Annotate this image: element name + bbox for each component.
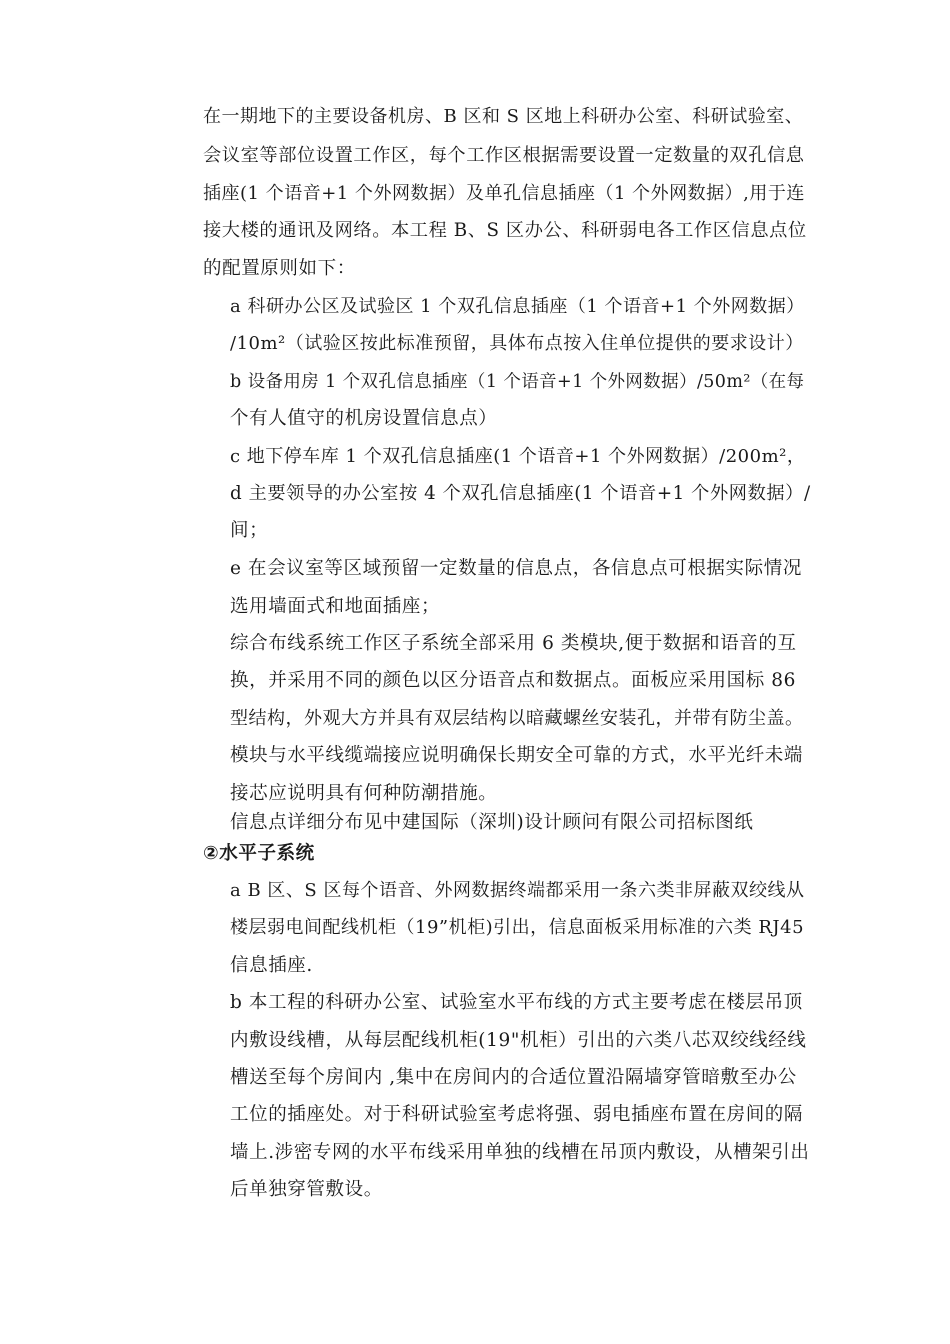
list-item-d-line-2: 间； [230,520,269,541]
module-paragraph-line-4: 模块与水平线缆端接应说明确保长期安全可靠的方式，水平光纤未端 [230,745,804,766]
paragraph-line-3: 插座(1 个语音+1 个外网数据）及单孔信息插座（1 个外网数据）,用于连 [203,183,805,204]
horizontal-item-a-line-3: 信息插座. [230,955,313,976]
section-heading: ②水平子系统 [203,843,315,864]
paragraph-line-5: 的配置原则如下： [203,258,356,279]
list-item-e-line-1: e 在会议室等区域预留一定数量的信息点，各信息点可根据实际情况 [230,558,802,579]
horizontal-item-b-line-3: 槽送至每个房间内 ,集中在房间内的合适位置沿隔墙穿管暗敷至办公 [230,1067,797,1088]
list-item-b-line-1: b 设备用房 1 个双孔信息插座（1 个语音+1 个外网数据）/50m²（在每 [230,372,805,392]
module-paragraph-line-2: 换，并采用不同的颜色以区分语音点和数据点。面板应采用国标 86 [230,670,797,691]
horizontal-item-b-line-1: b 本工程的科研办公室、试验室水平布线的方式主要考虑在楼层吊顶 [230,992,803,1013]
list-item-d-line-1: d 主要领导的办公室按 4 个双孔信息插座(1 个语音+1 个外网数据）/ [230,483,811,504]
horizontal-item-b-line-5: 墙上.涉密专网的水平布线采用单独的线槽在吊顶内敷设，从槽架引出 [230,1142,810,1163]
list-item-a-line-1: a 科研办公区及试验区 1 个双孔信息插座（1 个语音+1 个外网数据） [230,296,805,317]
horizontal-item-a-line-2: 楼层弱电间配线机柜（19”机柜)引出，信息面板采用标准的六类 RJ45 [230,917,805,938]
module-paragraph-line-1: 综合布线系统工作区子系统全部采用 6 类模块,便于数据和语音的互 [230,633,797,654]
horizontal-item-b-line-2: 内敷设线槽，从每层配线机柜(19"机柜）引出的六类八芯双绞线经线 [230,1030,807,1051]
horizontal-item-a-line-1: a B 区、S 区每个语音、外网数据终端都采用一条六类非屏蔽双绞线从 [230,880,805,901]
horizontal-item-b-line-6: 后单独穿管敷设。 [230,1179,383,1200]
horizontal-item-b-line-4: 工位的插座处。对于科研试验室考虑将强、弱电插座布置在房间的隔 [230,1104,804,1125]
paragraph-line-4: 接大楼的通讯及网络。本工程 B、S 区办公、科研弱电各工作区信息点位 [203,220,807,241]
list-item-a-line-2: /10m²（试验区按此标准预留，具体布点按入住单位提供的要求设计） [230,333,804,354]
list-item-b-line-2: 个有人值守的机房设置信息点） [230,408,498,429]
drawing-reference-note: 信息点详细分布见中建国际（深圳)设计顾问有限公司招标图纸 [230,812,754,833]
paragraph-line-2: 会议室等部位设置工作区，每个工作区根据需要设置一定数量的双孔信息 [203,145,805,166]
list-item-c: c 地下停车库 1 个双孔信息插座(1 个语音+1 个外网数据）/200m²， [230,446,806,467]
module-paragraph-line-3: 型结构，外观大方并具有双层结构以暗藏螺丝安装孔，并带有防尘盖。 [230,708,804,729]
paragraph-line-1: 在一期地下的主要设备机房、B 区和 S 区地上科研办公室、科研试验室、 [203,106,804,127]
list-item-e-line-2: 选用墙面式和地面插座； [230,596,441,617]
module-paragraph-line-5: 接芯应说明具有何种防潮措施。 [230,783,498,804]
